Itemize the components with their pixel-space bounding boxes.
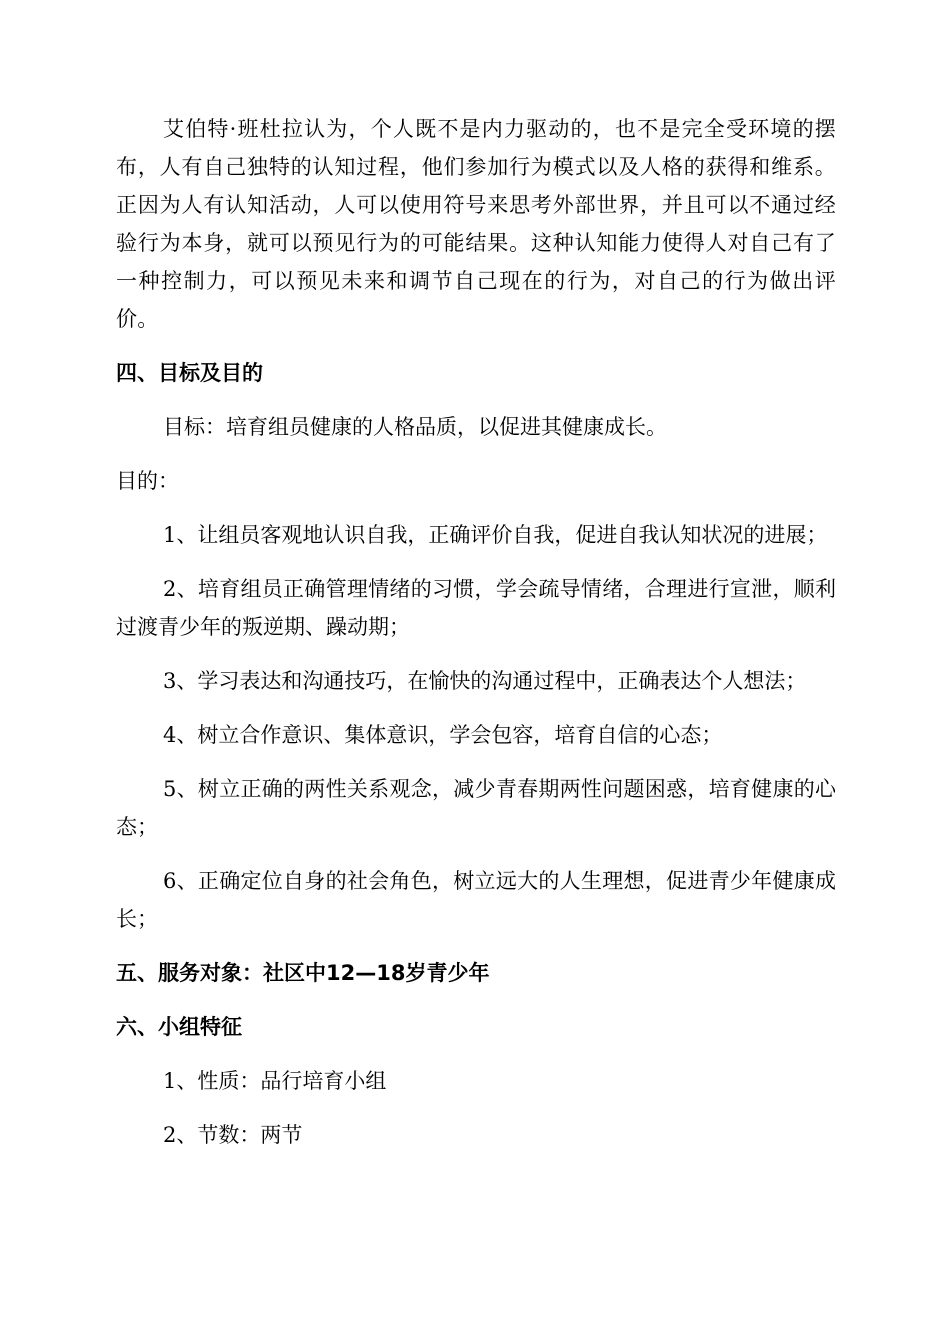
purpose-item: 4、树立合作意识、集体意识，学会包容，培育自信的心态； (163, 723, 723, 747)
intro-paragraph: 艾伯特·班杜拉认为，个人既不是内力驱动的，也不是完全受环境的摆布，人有自己独特的认知过程，他们参加行为模式以及人格的获得和维系。正因为人有认知活动，人可以使用符号来思考外部世界，并且可以不通过经验行为本身，就可以预见行为的可能结果。这种认知能力使得人对自己有了一种控制力，可以预见未来和调节自己现在的行为，对自己的行为做出评价。 (116, 117, 836, 331)
goal-statement: 目标：培育组员健康的人格品质，以促进其健康成长。 (163, 415, 667, 439)
purpose-item: 5、树立正确的两性关系观念，减少青春期两性问题困惑，培育健康的心态； (116, 777, 836, 839)
purpose-item: 1、让组员客观地认识自我，正确评价自我，促进自我认知状况的进展； (163, 523, 828, 547)
section-heading-goals: 四、目标及目的 (116, 361, 263, 385)
purpose-item: 6、正确定位自身的社会角色，树立远大的人生理想，促进青少年健康成长； (116, 869, 836, 931)
purpose-item: 2、培育组员正确管理情绪的习惯，学会疏导情绪，合理进行宣泄，顺利过渡青少年的叛逆期、躁动期； (116, 577, 836, 639)
section-heading-service-target: 五、服务对象：社区中12—18岁青少年 (116, 961, 490, 985)
feature-item: 1、性质：品行培育小组 (163, 1069, 387, 1093)
purpose-label: 目的： (116, 469, 179, 493)
document-body (116, 110, 836, 1170)
section-heading-group-features: 六、小组特征 (116, 1015, 242, 1039)
feature-item: 2、节数：两节 (163, 1123, 303, 1147)
purpose-item: 3、学习表达和沟通技巧，在愉快的沟通过程中，正确表达个人想法； (163, 669, 807, 693)
